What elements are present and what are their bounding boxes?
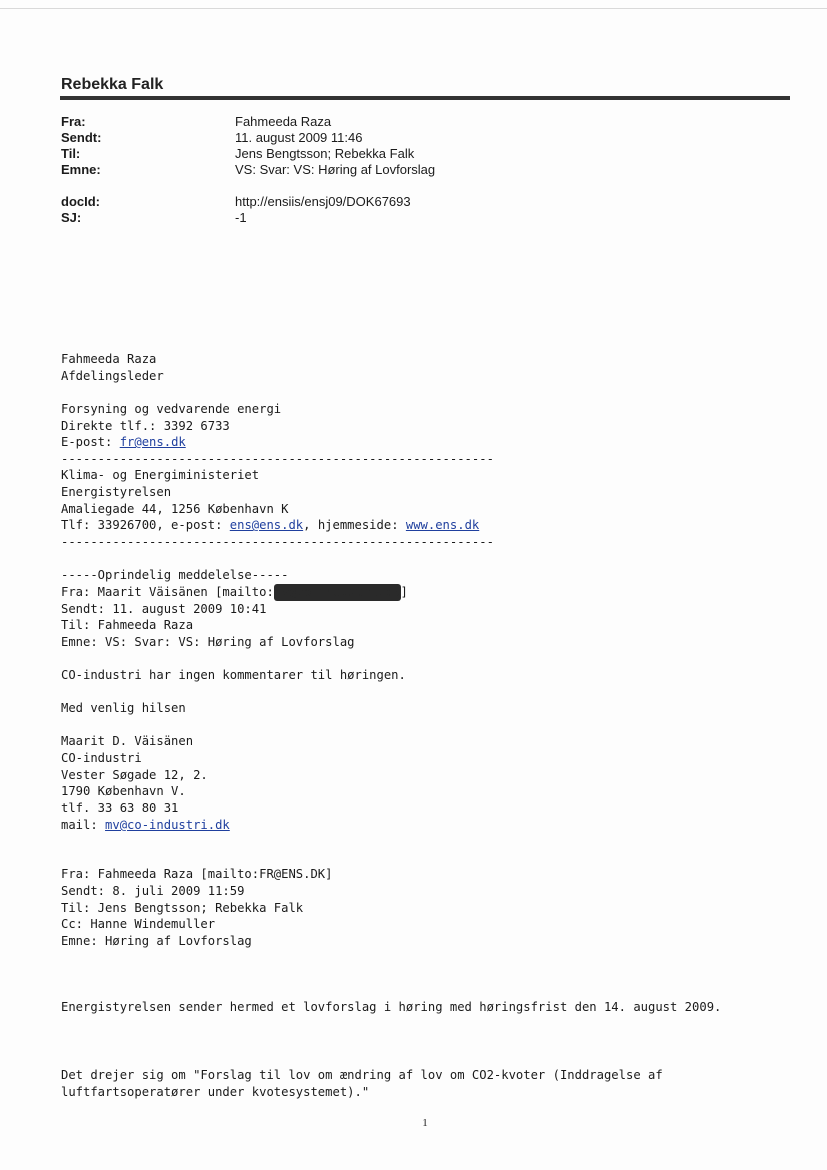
- signature-department: Forsyning og vedvarende energi: [61, 402, 282, 416]
- header-sent-value: 11. august 2009 11:46: [235, 130, 363, 145]
- signature-address: Amaliegade 44, 1256 København K: [61, 502, 289, 516]
- forward-sig-mail-line: [61, 817, 230, 834]
- scan-edge-line: [0, 8, 827, 9]
- forward-sig-city: 1790 København V.: [61, 784, 186, 798]
- forward-sig-org: CO-industri: [61, 751, 142, 765]
- forward-to: Til: Fahmeeda Raza: [61, 618, 194, 632]
- forward-sig-mail-label: mail:: [61, 818, 106, 832]
- signature-contact-mid: , hjemmeside:: [303, 518, 406, 532]
- signature-contact-email-link[interactable]: ens@ens.dk: [229, 518, 304, 532]
- original-sent: Sendt: 8. juli 2009 11:59: [61, 884, 245, 898]
- forward-sig-phone: tlf. 33 63 80 31: [61, 801, 179, 815]
- original-paragraph-2-line-1: Det drejer sig om "Forslag til lov om ændring af lov om CO2-kvoter (Inddragelse af: [61, 1068, 663, 1082]
- forward-body: CO-industri har ingen kommentarer til høringen.: [61, 668, 406, 682]
- header-from-value: Fahmeeda Raza: [235, 114, 332, 129]
- header-to-label: Til:: [61, 146, 81, 161]
- header-subject-value: VS: Svar: VS: Høring af Lovforslag: [235, 162, 436, 177]
- forward-sig-street: Vester Søgade 12, 2.: [61, 768, 208, 782]
- signature-phone: Direkte tlf.: 3392 6733: [61, 419, 230, 433]
- header-docid-value: http://ensiis/ensj09/DOK67693: [235, 194, 411, 209]
- signature-divider-top: -----------------------------------------------------------: [61, 452, 494, 466]
- signature-title: Afdelingsleder: [61, 369, 164, 383]
- forward-sent: Sendt: 11. august 2009 10:41: [61, 602, 267, 616]
- forward-sig-name: Maarit D. Väisänen: [61, 734, 194, 748]
- header-sj-label: SJ:: [61, 210, 82, 225]
- page-number: 1: [422, 1117, 428, 1129]
- signature-contact-line: [61, 517, 479, 534]
- header-to-value: Jens Bengtsson; Rebekka Falk: [235, 146, 415, 161]
- forward-from-line: [61, 584, 408, 601]
- signature-email-label: E-post:: [61, 435, 120, 449]
- forward-from-suffix: ]: [400, 585, 408, 599]
- header-rule: [60, 96, 790, 100]
- signature-agency: Energistyrelsen: [61, 485, 172, 499]
- redacted-email: mv@co-industri.dk: [274, 585, 400, 599]
- header-from-label: Fra:: [61, 114, 86, 129]
- original-to: Til: Jens Bengtsson; Rebekka Falk: [61, 901, 304, 915]
- forward-from-prefix: Fra: Maarit Väisänen [mailto:: [61, 585, 274, 599]
- signature-email-link[interactable]: fr@ens.dk: [119, 435, 186, 449]
- recipient-name: Rebekka Falk: [61, 76, 164, 93]
- signature-email-line: [61, 434, 186, 451]
- header-subject-label: Emne:: [61, 162, 101, 177]
- original-cc: Cc: Hanne Windemuller: [61, 917, 216, 931]
- header-docid-label: docId:: [61, 194, 100, 209]
- original-paragraph-1: Energistyrelsen sender hermed et lovforslag i høring med høringsfrist den 14. august 2009.: [61, 1000, 722, 1014]
- forward-greeting: Med venlig hilsen: [61, 701, 186, 715]
- forward-sig-mail-link[interactable]: mv@co-industri.dk: [105, 818, 230, 832]
- header-sent-label: Sendt:: [61, 130, 102, 145]
- signature-ministry: Klima- og Energiministeriet: [61, 468, 260, 482]
- signature-divider-bottom: -----------------------------------------------------------: [61, 535, 494, 549]
- original-paragraph-2-line-2: luftfartsoperatører under kvotesystemet).": [61, 1085, 370, 1099]
- signature-website-link[interactable]: www.ens.dk: [405, 518, 480, 532]
- original-from: Fra: Fahmeeda Raza [mailto:FR@ENS.DK]: [61, 867, 333, 881]
- forward-subject: Emne: VS: Svar: VS: Høring af Lovforslag: [61, 635, 355, 649]
- original-subject: Emne: Høring af Lovforslag: [61, 934, 252, 948]
- forward-heading: -----Oprindelig meddelelse-----: [61, 568, 289, 582]
- signature-name: Fahmeeda Raza: [61, 352, 157, 366]
- signature-contact-prefix: Tlf: 33926700, e-post:: [61, 518, 230, 532]
- header-sj-value: -1: [235, 210, 247, 225]
